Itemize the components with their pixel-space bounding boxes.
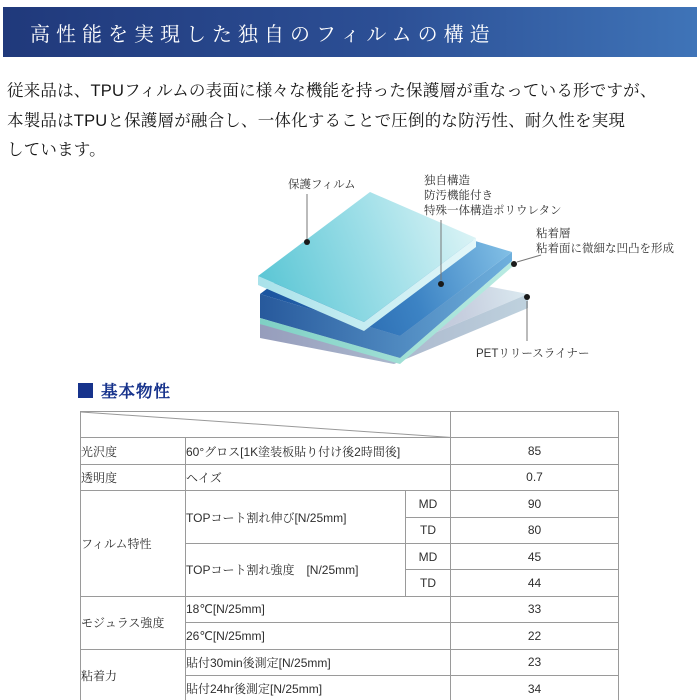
label-unique-structure-2: 防汚機能付き [424, 190, 493, 202]
section-title-basic-properties [78, 378, 171, 402]
cell-category: 光沢度 [81, 438, 186, 464]
intro-line-3: しています。 [7, 141, 106, 159]
cell-condition: ヘイズ [186, 464, 451, 490]
cell-condition: 26℃[N/25mm] [186, 623, 451, 649]
cell-category: 透明度 [81, 464, 186, 490]
label-unique-structure-3: 特殊一体構造ポリウレタン [424, 205, 562, 217]
spec-table [80, 411, 619, 700]
cell-md-label: MD [406, 543, 451, 569]
section-title-text: 基本物性 [101, 383, 171, 401]
label-adhesive-1: 粘着層 [536, 228, 571, 240]
cell-value: 90 [451, 491, 619, 517]
row-adhesion-30min [81, 649, 619, 675]
cell-condition: 18℃[N/25mm] [186, 596, 451, 622]
cell-condition: TOPコート割れ強度 [N/25mm] [186, 543, 406, 596]
row-gloss [81, 438, 619, 464]
diagonal-header-cell [81, 412, 451, 438]
diagonal-line [81, 412, 450, 437]
cell-md-label: MD [406, 491, 451, 517]
cell-category: モジュラス強度 [81, 596, 186, 649]
label-adhesive-2: 粘着面に微細な凹凸を形成 [536, 243, 674, 255]
cell-td-label: TD [406, 570, 451, 596]
cell-value: 33 [451, 596, 619, 622]
film-structure-diagram [0, 170, 700, 370]
section-header-bar [3, 7, 697, 57]
row-modulus-18 [81, 596, 619, 622]
cell-value: 80 [451, 517, 619, 543]
square-bullet-icon [78, 383, 93, 398]
intro-paragraph [7, 77, 697, 166]
cell-condition: 貼付24hr後測定[N/25mm] [186, 675, 451, 700]
cell-category: フィルム特性 [81, 491, 186, 597]
cell-condition: 60°グロス[1K塗装板貼り付け後2時間後] [186, 438, 451, 464]
label-unique-structure-1: 独自構造 [424, 175, 470, 187]
label-protective-film: 保護フィルム [288, 179, 356, 191]
spec-header-row [81, 412, 619, 438]
cell-td-label: TD [406, 517, 451, 543]
cell-condition: 貼付30min後測定[N/25mm] [186, 649, 451, 675]
cell-value: 85 [451, 438, 619, 464]
page-title: 高性能を実現した独自のフィルムの構造 [30, 23, 496, 46]
row-film-elongation-md [81, 491, 619, 517]
cell-value: 0.7 [451, 464, 619, 490]
intro-line-2: 本製品はTPUと保護層が融合し、一体化することで圧倒的な防汚性、耐久性を実現 [7, 111, 626, 130]
cell-condition: TOPコート割れ伸び[N/25mm] [186, 491, 406, 544]
cell-value: 23 [451, 649, 619, 675]
label-release-liner: PETリリースライナー [476, 348, 590, 360]
product-header-cell: ECHELON Headlight PPF [451, 412, 619, 438]
cell-value: 34 [451, 675, 619, 700]
cell-value: 22 [451, 623, 619, 649]
row-clarity [81, 464, 619, 490]
cell-category: 粘着力 [81, 649, 186, 700]
cell-value: 45 [451, 543, 619, 569]
intro-line-1: 従来品は、TPUフィルムの表面に様々な機能を持った保護層が重なっている形ですが、 [7, 82, 657, 100]
cell-value: 44 [451, 570, 619, 596]
